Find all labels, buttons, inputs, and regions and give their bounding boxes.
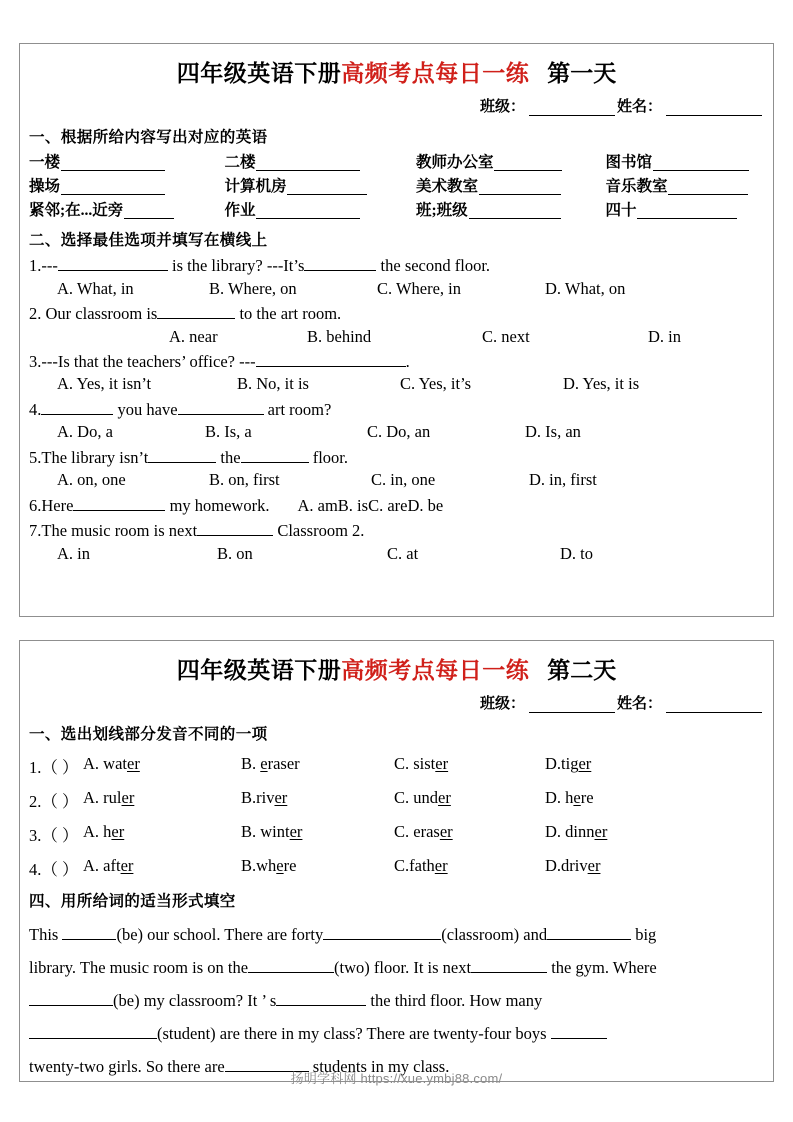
answer-option[interactable]: A. Do, a bbox=[57, 422, 113, 442]
vocabulary-blank[interactable] bbox=[287, 179, 367, 195]
static-text: This bbox=[29, 925, 63, 944]
cloze-blank[interactable] bbox=[29, 1023, 157, 1039]
name-blank[interactable] bbox=[666, 101, 762, 116]
option-row bbox=[29, 470, 764, 489]
answer-option[interactable]: A. in bbox=[57, 543, 90, 563]
vocabulary-blank[interactable] bbox=[668, 179, 748, 195]
answer-option[interactable]: A. am bbox=[297, 495, 338, 515]
question-number-bracket[interactable]: 2.（ ） bbox=[29, 792, 79, 811]
answer-option[interactable]: A. after bbox=[83, 856, 134, 875]
pronunciation-row bbox=[29, 788, 764, 812]
answer-option[interactable]: C. at bbox=[387, 543, 419, 563]
static-text: library. The music room is on the bbox=[29, 958, 249, 977]
vocabulary-item bbox=[416, 154, 605, 171]
vocabulary-prompt: 四十 bbox=[605, 202, 637, 220]
vocabulary-row bbox=[29, 178, 764, 195]
cloze-blank[interactable] bbox=[471, 957, 547, 973]
answer-option[interactable]: B.where bbox=[241, 856, 297, 875]
static-text: Classroom 2. bbox=[273, 521, 365, 541]
answer-option[interactable]: D. to bbox=[560, 543, 593, 563]
vocabulary-prompt: 紧邻;在...近旁 bbox=[29, 202, 124, 220]
question-number-bracket[interactable]: 1.（ ） bbox=[29, 758, 79, 777]
vocabulary-blank[interactable] bbox=[256, 203, 360, 219]
answer-option[interactable]: D. Is, an bbox=[525, 422, 581, 442]
answer-option[interactable]: B. on bbox=[217, 543, 253, 563]
vocabulary-item bbox=[605, 154, 764, 171]
question-number-bracket[interactable]: 3.（ ） bbox=[29, 826, 79, 845]
static-text: the bbox=[216, 447, 241, 467]
worksheet-day-2 bbox=[19, 640, 774, 1082]
vocabulary-item bbox=[605, 202, 764, 219]
static-text: students in my class. bbox=[308, 1057, 450, 1076]
question-blank[interactable] bbox=[41, 399, 113, 415]
static-text: 4. bbox=[29, 399, 42, 419]
question-blank[interactable] bbox=[148, 447, 216, 463]
answer-option[interactable]: B. behind bbox=[307, 326, 372, 346]
vocabulary-item bbox=[224, 178, 415, 195]
multiple-choice-list bbox=[29, 255, 764, 563]
vocabulary-row bbox=[29, 202, 764, 219]
vocabulary-prompt: 计算机房 bbox=[224, 178, 287, 196]
static-text: the third floor. How many bbox=[366, 991, 543, 1010]
static-text: 7.The music room is next bbox=[29, 521, 198, 541]
underlined-letters: er bbox=[594, 822, 608, 841]
question-stem bbox=[29, 255, 764, 275]
answer-option[interactable]: C. eraser bbox=[394, 822, 453, 841]
vocabulary-item bbox=[416, 202, 605, 219]
option-row bbox=[29, 279, 764, 298]
static-text: you have bbox=[113, 399, 178, 419]
vocabulary-blank[interactable] bbox=[469, 203, 561, 219]
question-blank[interactable] bbox=[304, 255, 376, 271]
answer-option[interactable]: D.tiger bbox=[545, 754, 592, 773]
answer-option[interactable]: C. Do, an bbox=[367, 422, 431, 442]
underlined-letters: er bbox=[121, 788, 135, 807]
answer-option[interactable]: A. What, in bbox=[57, 278, 134, 298]
underlined-letters: er bbox=[120, 856, 134, 875]
answer-option[interactable]: C. are bbox=[368, 495, 408, 515]
pronunciation-section-heading: 一、选出划线部分发音不同的一项 bbox=[29, 726, 268, 743]
vocabulary-item bbox=[605, 178, 764, 195]
question-blank[interactable] bbox=[178, 399, 264, 415]
cloze-line bbox=[29, 918, 764, 951]
vocabulary-item bbox=[224, 154, 415, 171]
vocabulary-prompt: 图书馆 bbox=[605, 154, 652, 171]
question-stem bbox=[29, 520, 764, 540]
answer-option[interactable]: B.river bbox=[241, 788, 288, 807]
vocabulary-blank[interactable] bbox=[124, 203, 174, 219]
vocabulary-prompt: 班;班级 bbox=[415, 202, 468, 220]
answer-option[interactable]: D. in, first bbox=[529, 470, 597, 490]
vocabulary-item bbox=[224, 202, 415, 219]
answer-option[interactable]: B. Is, a bbox=[205, 422, 252, 442]
question-blank[interactable] bbox=[256, 351, 406, 367]
answer-option[interactable]: B. eraser bbox=[241, 754, 300, 773]
vocabulary-blank[interactable] bbox=[61, 179, 165, 195]
vocabulary-grid bbox=[29, 154, 764, 219]
cloze-blank[interactable] bbox=[29, 990, 113, 1006]
answer-option[interactable]: D.driver bbox=[545, 856, 601, 875]
static-text: to the art room. bbox=[235, 304, 342, 324]
answer-option[interactable]: A. near bbox=[169, 326, 218, 346]
watermark: 扬明学科网 https://xue.ymbj88.com/ bbox=[290, 1071, 503, 1086]
answer-option[interactable]: B. winter bbox=[241, 822, 303, 841]
question-blank[interactable] bbox=[58, 255, 168, 271]
static-text: (student) are there in my class? There are twenty-four boys bbox=[157, 1024, 551, 1043]
class-label: 班级： bbox=[479, 696, 525, 712]
answer-option[interactable]: B. Where, on bbox=[209, 278, 297, 298]
static-text: (be) my classroom? It ’ s bbox=[113, 991, 277, 1010]
vocabulary-prompt: 一楼 bbox=[29, 154, 61, 171]
question-stem bbox=[29, 447, 764, 467]
static-text: (classroom) and bbox=[441, 925, 548, 944]
underlined-letters: er bbox=[289, 822, 303, 841]
vocabulary-blank[interactable] bbox=[637, 203, 737, 219]
question-blank[interactable] bbox=[73, 495, 165, 511]
answer-option[interactable]: C. Yes, it’s bbox=[400, 374, 472, 394]
underlined-letters: er bbox=[438, 788, 451, 807]
static-text: art room? bbox=[263, 399, 332, 419]
underlined-letters: e bbox=[260, 754, 268, 773]
cloze-blank[interactable] bbox=[276, 990, 366, 1006]
underlined-letters: er bbox=[127, 754, 140, 773]
pronunciation-list bbox=[29, 754, 764, 880]
title-highlight: 高频考点每日一练 bbox=[341, 658, 530, 683]
static-text: floor. bbox=[308, 447, 349, 467]
option-row bbox=[29, 327, 764, 346]
underlined-letters: er bbox=[439, 822, 453, 841]
answer-option[interactable]: D. in bbox=[648, 326, 681, 346]
cloze-line bbox=[29, 951, 764, 984]
sheet-2-id-line bbox=[29, 685, 764, 713]
underlined-letters: er bbox=[578, 754, 592, 773]
vocabulary-blank[interactable] bbox=[256, 155, 360, 171]
answer-option[interactable]: C.father bbox=[394, 856, 448, 875]
option-row bbox=[29, 422, 764, 441]
static-text: . bbox=[405, 352, 410, 372]
vocabulary-prompt: 作业 bbox=[224, 202, 256, 220]
vocabulary-prompt: 二楼 bbox=[224, 154, 256, 171]
underlined-letters: er bbox=[274, 788, 288, 807]
sheet-1-id-line bbox=[29, 88, 764, 116]
worksheet-day-1 bbox=[19, 43, 774, 617]
underlined-letters: er bbox=[434, 856, 448, 875]
vocabulary-blank[interactable] bbox=[653, 155, 749, 171]
sheet-1-title bbox=[29, 44, 764, 88]
vocabulary-item bbox=[29, 178, 224, 195]
sheet-2-title bbox=[29, 641, 764, 685]
answer-option[interactable]: C. under bbox=[394, 788, 451, 807]
answer-option[interactable]: C. next bbox=[482, 326, 530, 346]
cloze-blank[interactable] bbox=[551, 1023, 607, 1039]
cloze-blank[interactable] bbox=[547, 924, 631, 940]
pronunciation-row bbox=[29, 754, 764, 778]
question-stem bbox=[29, 303, 764, 323]
answer-option[interactable]: A. Yes, it isn’t bbox=[57, 374, 152, 394]
cloze-blank[interactable] bbox=[323, 924, 441, 940]
answer-option[interactable]: D. here bbox=[545, 788, 594, 807]
static-text: 1.--- bbox=[29, 256, 58, 276]
static-text: is the library? ---It’s bbox=[167, 256, 305, 276]
answer-option[interactable]: C. in, one bbox=[371, 470, 436, 490]
section-2-heading: 二、选择最佳选项并填写在横线上 bbox=[29, 232, 268, 250]
underlined-letters: er bbox=[111, 822, 125, 841]
underlined-letters: er bbox=[435, 754, 449, 773]
question-blank[interactable] bbox=[157, 303, 235, 319]
static-text: (be) our school. There are forty bbox=[116, 925, 324, 944]
title-day: 第一天 bbox=[547, 61, 617, 86]
answer-option[interactable]: A. her bbox=[83, 822, 125, 841]
vocabulary-prompt: 音乐教室 bbox=[605, 178, 668, 196]
underlined-letters: e bbox=[276, 856, 284, 875]
underlined-letters: er bbox=[587, 856, 601, 875]
static-text: 3.---Is that the teachers’ office? --- bbox=[29, 352, 256, 372]
vocabulary-row bbox=[29, 154, 764, 171]
vocabulary-prompt: 操场 bbox=[29, 178, 61, 196]
question-blank[interactable] bbox=[197, 520, 273, 536]
section-1-heading: 一、根据所给内容写出对应的英语 bbox=[29, 129, 268, 146]
vocabulary-blank[interactable] bbox=[479, 179, 561, 195]
answer-option[interactable]: D. What, on bbox=[545, 278, 626, 298]
static-text: 5.The library isn’t bbox=[29, 447, 149, 467]
answer-option[interactable]: B. on, first bbox=[209, 470, 280, 490]
answer-option[interactable]: A. ruler bbox=[83, 788, 135, 807]
question-number-bracket[interactable]: 4.（ ） bbox=[29, 860, 79, 879]
vocabulary-item bbox=[29, 154, 224, 171]
pronunciation-row bbox=[29, 822, 764, 846]
vocabulary-item bbox=[29, 202, 224, 219]
name-blank[interactable] bbox=[666, 698, 762, 713]
question-stem bbox=[29, 399, 764, 419]
option-row bbox=[29, 544, 764, 563]
vocabulary-prompt: 教师办公室 bbox=[415, 154, 494, 171]
answer-option[interactable]: C. sister bbox=[394, 754, 449, 773]
answer-option[interactable]: A. water bbox=[83, 754, 140, 773]
title-day: 第二天 bbox=[547, 658, 617, 683]
static-text: the second floor. bbox=[376, 256, 491, 276]
answer-option[interactable]: D. dinner bbox=[545, 822, 608, 841]
question-stem bbox=[29, 351, 764, 371]
title-highlight: 高频考点每日一练 bbox=[341, 61, 530, 86]
cloze-paragraph bbox=[29, 918, 764, 1083]
class-blank[interactable] bbox=[529, 698, 615, 713]
vocabulary-item bbox=[416, 178, 605, 195]
cloze-section-heading: 四、用所给词的适当形式填空 bbox=[29, 893, 236, 910]
static-text: big bbox=[631, 925, 657, 944]
cloze-line bbox=[29, 984, 764, 1017]
static-text: (two) floor. It is next bbox=[334, 958, 472, 977]
vocabulary-blank[interactable] bbox=[61, 155, 165, 171]
static-text: my homework. bbox=[165, 495, 270, 515]
answer-option[interactable]: B. is bbox=[337, 495, 369, 515]
class-label: 班级： bbox=[479, 99, 525, 115]
cloze-blank[interactable] bbox=[62, 924, 116, 940]
pronunciation-row bbox=[29, 856, 764, 880]
static-text: twenty-two girls. So there are bbox=[29, 1057, 225, 1076]
answer-option[interactable]: D. Yes, it is bbox=[563, 374, 640, 394]
question-stem bbox=[29, 495, 764, 515]
underlined-letters: e bbox=[573, 788, 581, 807]
class-blank[interactable] bbox=[529, 101, 615, 116]
vocabulary-prompt: 美术教室 bbox=[415, 178, 478, 196]
answer-option[interactable]: D. be bbox=[407, 495, 444, 515]
cloze-blank[interactable] bbox=[248, 957, 334, 973]
answer-option[interactable]: B. No, it is bbox=[237, 374, 309, 394]
title-prefix: 四年级英语下册 bbox=[176, 61, 342, 86]
option-row bbox=[29, 374, 764, 393]
name-label: 姓名： bbox=[616, 696, 662, 712]
question-blank[interactable] bbox=[241, 447, 309, 463]
title-prefix: 四年级英语下册 bbox=[176, 658, 342, 683]
name-label: 姓名： bbox=[616, 99, 662, 115]
static-text: the gym. Where bbox=[547, 958, 657, 977]
static-text: 2. Our classroom is bbox=[29, 304, 158, 324]
answer-option[interactable]: C. Where, in bbox=[377, 278, 462, 298]
answer-option[interactable]: A. on, one bbox=[57, 470, 126, 490]
cloze-line bbox=[29, 1017, 764, 1050]
static-text: 6.Here bbox=[29, 495, 74, 515]
vocabulary-blank[interactable] bbox=[494, 155, 562, 171]
